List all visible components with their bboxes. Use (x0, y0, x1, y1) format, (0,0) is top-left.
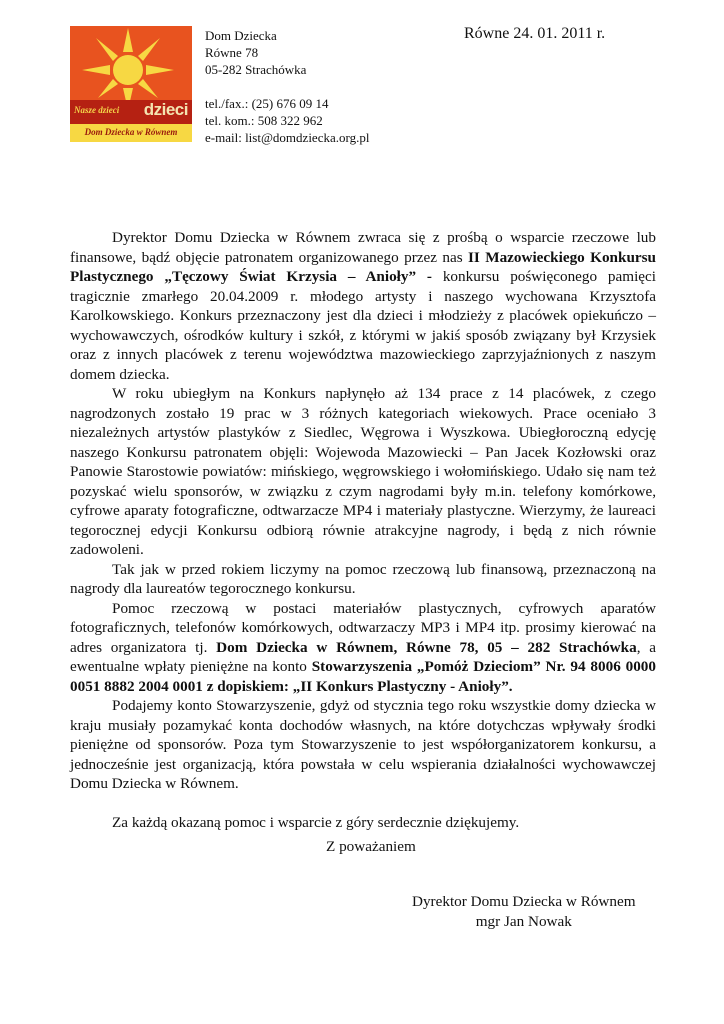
contest-name: II Mazowieckiego Konkursu Plastycznego „Tęczowy Świat Krzysia – Anioły” - (70, 248, 656, 285)
logo-text-name: Dom Dziecka w Równem (84, 127, 178, 137)
letter-body (70, 228, 656, 833)
letter-date: Równe 24. 01. 2011 r. (464, 25, 606, 42)
sender-postal: 05-282 Strachówka (205, 62, 307, 77)
organization-logo (70, 26, 192, 142)
logo-text-slogan: Nasze dzieci (74, 105, 120, 115)
paragraph-4: Pomoc rzeczową w postaci materiałów plastycznych, cyfrowych aparatów fotograficznych, telefonów komórkowych, odtwarzaczy MP3 i MP4 itp. prosimy kierować na adres organizatora tj. Dom Dziecka w Równem, Równe 78, 05 – 282 Strachówka, a ewentualne wpłaty pieniężne na konto Stowarzyszenia „Pomóż Dzieciom” Nr. 94 8006 0000 0051 8882 2004 0001 z dopiskiem: „II Konkurs Plastyczny - Anioły”. (70, 599, 656, 695)
sender-address (205, 27, 369, 146)
logo-text-dzieci: dzieci (143, 100, 188, 119)
sender-phone-fax: tel./fax.: (25) 676 09 14 (205, 96, 329, 111)
signature-block (412, 892, 636, 931)
paragraph-5: Podajemy konto Stowarzyszenie, gdyż od stycznia tego roku wszystkie domy dziecka w kraju musiały pozamykać konta dochodów własnych, na które dotychczas wpływały środki pieniężne od sponsorów. Poza tym Stowarzyszenie to jest współorganizatorem konkursu, a jednocześnie jest organizacją, która powstała w celu wspierania działalności wychowawczej Domu Dziecka w Równem. (70, 697, 656, 792)
sender-name: Dom Dziecka (205, 28, 277, 43)
paragraph-2: W roku ubiegłym na Konkurs napłynęło aż 134 prace z 14 placówek, z czego nagrodzonych zostało 19 prac w 3 różnych kategoriach wiekowych. Prace oceniało 3 niezależnych artystów plastyków z Siedlec, Węgrowa i Wyszkowa. Ubiegłoroczną edycję naszego Konkursu patronatem objęli: Wojewoda Mazowiecki – Pan Jacek Kozłowski oraz Panowie Starostowie powiatów: mińskiego, węgrowskiego i wołomińskiego. Udało się nam też pozyskać wielu sponsorów, w związku z czym nagrodami były m.in. telefony komórkowe, cyfrowe aparaty fotograficzne, odtwarzacze MP4 i materiały plastyczne. Wierzymy, że laureaci tegorocznej edycji Konkursu odbiorą równie atrakcyjne nagrody, i będą z nich równie zadowoleni. (70, 385, 656, 558)
bank-account: Stowarzyszenia „Pomóż Dzieciom” Nr. 94 8006 0000 0051 8882 2004 0001 z dopiskiem: „II Konkurs Plastyczny - Anioły”. (70, 658, 656, 695)
paragraph-1: Dyrektor Domu Dziecka w Równem zwraca się z prośbą o wsparcie rzeczowe lub finansowe, bądź objęcie patronatem organizowanego przez nas II Mazowieckiego Konkursu Plastycznego „Tęczowy Świat Krzysia – Anioły” - konkursu poświęconego pamięci tragicznie zmarłego 20.04.2009 r. młodego artysty i naszego wychowana Krzysztofa Karolkowskiego. Konkurs przeznaczony jest dla dzieci i młodzieży z placówek opiekuńczo – wychowawczych, ośrodków kultury i szkół, z którymi w jakiś sposób związany był Krzysiek oraz z innych placówek z terenu województwa mazowieckiego zaprzyjaźnionych z naszym domem dziecka. (70, 229, 656, 383)
sender-mobile: tel. kom.: 508 322 962 (205, 113, 323, 128)
organizer-address: Dom Dziecka w Równem, Równe 78, 05 – 282 Strachówka (216, 638, 637, 656)
sender-email: e-mail: list@domdziecka.org.pl (205, 130, 370, 145)
thanks-line: Za każdą okazaną pomoc i wsparcie z góry serdecznie dziękujemy. (112, 814, 520, 831)
signatory-title: Dyrektor Domu Dziecka w Równem (412, 893, 636, 910)
sender-street: Równe 78 (205, 45, 259, 60)
closing-regards: Z poważaniem (326, 838, 416, 855)
signatory-name: mgr Jan Nowak (475, 912, 572, 930)
paragraph-3: Tak jak w przed rokiem liczymy na pomoc rzeczową lub finansową, przeznaczoną na nagrody dla laureatów tegorocznego konkursu. (70, 560, 656, 597)
